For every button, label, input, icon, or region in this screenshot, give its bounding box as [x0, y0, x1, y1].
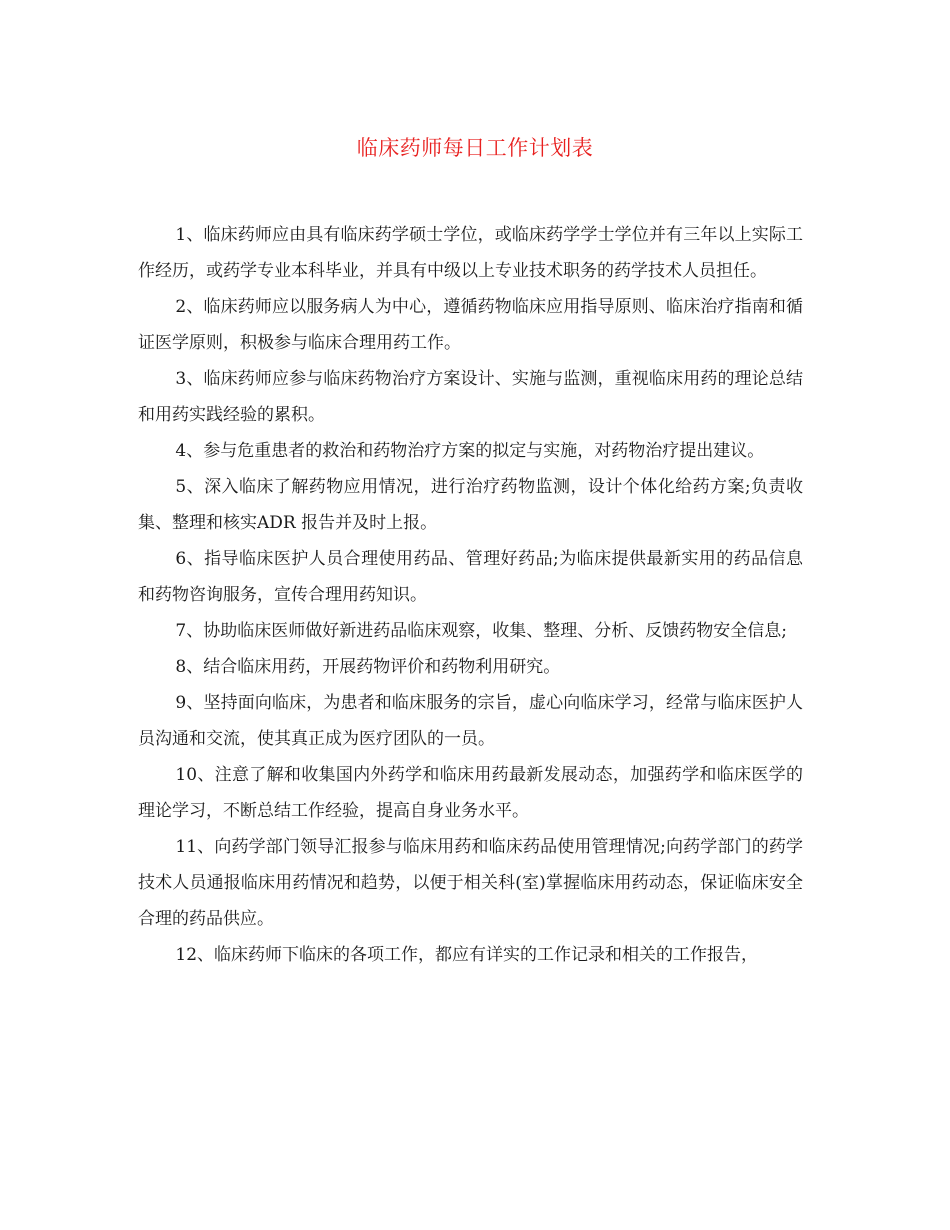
paragraph-12: 12、临床药师下临床的各项工作，都应有详实的工作记录和相关的工作报告，: [175, 945, 759, 965]
document-title: 临床药师每日工作计划表: [356, 136, 594, 160]
paragraph-1: 1、临床药师应由具有临床药学硕士学位，或临床药学学士学位并有三年以上实际工作经历，或药学专业本科毕业，并具有中级以上专业技术职务的药学技术人员担任。: [138, 225, 803, 281]
paragraph-11: 11、向药学部门领导汇报参与临床用药和临床药品使用管理情况;向药学部门的药学技术人员通报临床用药情况和趋势，以便于相关科(室)掌握临床用药动态，保证临床安全合理的药品供应。: [138, 837, 803, 929]
paragraph-7: 7、协助临床医师做好新进药品临床观察，收集、整理、分析、反馈药物安全信息;: [175, 621, 787, 641]
document-body: [138, 217, 803, 973]
paragraph-4: 4、参与危重患者的救治和药物治疗方案的拟定与实施，对药物治疗提出建议。: [175, 441, 765, 461]
paragraph-3: 3、临床药师应参与临床药物治疗方案设计、实施与监测，重视临床用药的理论总结和用药实践经验的累积。: [138, 369, 803, 425]
paragraph-6: 6、指导临床医护人员合理使用药品、管理好药品;为临床提供最新实用的药品信息和药物咨询服务，宣传合理用药知识。: [138, 549, 803, 605]
paragraph-2: 2、临床药师应以服务病人为中心，遵循药物临床应用指导原则、临床治疗指南和循证医学原则，积极参与临床合理用药工作。: [138, 297, 803, 353]
paragraph-5: 5、深入临床了解药物应用情况，进行治疗药物监测，设计个体化给药方案;负责收集、整理和核实ADR 报告并及时上报。: [138, 477, 803, 533]
paragraph-8: 8、结合临床用药，开展药物评价和药物利用研究。: [175, 657, 561, 677]
paragraph-10: 10、注意了解和收集国内外药学和临床用药最新发展动态，加强药学和临床医学的理论学习，不断总结工作经验，提高自身业务水平。: [138, 765, 803, 821]
paragraph-9: 9、坚持面向临床，为患者和临床服务的宗旨，虚心向临床学习，经常与临床医护人员沟通和交流，使其真正成为医疗团队的一员。: [138, 693, 803, 749]
